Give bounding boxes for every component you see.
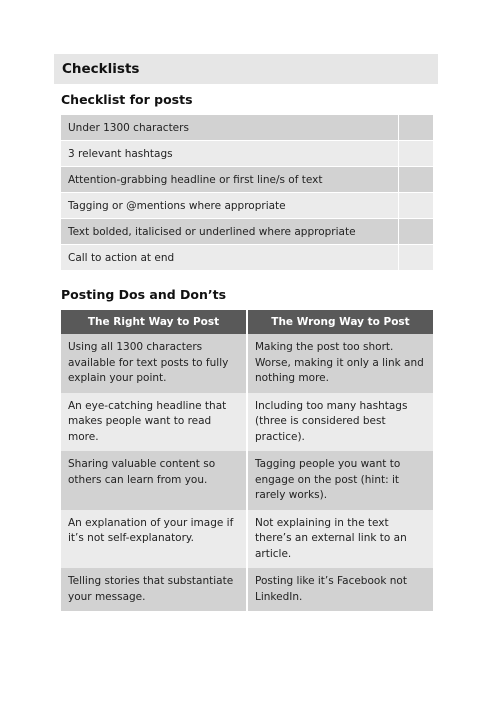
right-way-cell: An explanation of your image if it’s not self-explanatory. [61,510,247,569]
checklist-checkbox-cell[interactable] [398,167,433,193]
checklist-checkbox-cell[interactable] [398,245,433,271]
checklist-checkbox-cell[interactable] [398,193,433,219]
right-way-cell: Using all 1300 characters available for text posts to fully explain your point. [61,334,247,393]
right-way-cell: Sharing valuable content so others can learn from you. [61,451,247,510]
wrong-way-cell: Posting like it’s Facebook not LinkedIn. [247,568,433,611]
section-header-checklists: Checklists [54,54,438,84]
checklist-item-text: 3 relevant hashtags [61,141,398,167]
dos-donts-table [61,310,433,611]
table-row [61,451,433,510]
checklist-table [61,115,433,271]
table-row [61,393,433,452]
checklist-item-text: Attention-grabbing headline or first line/s of text [61,167,398,193]
dos-donts-title: Posting Dos and Don’ts [61,287,227,302]
table-header-row [61,310,433,334]
wrong-way-cell: Making the post too short. Worse, making it only a link and nothing more. [247,334,433,393]
checklist-checkbox-cell[interactable] [398,219,433,245]
checklist-checkbox-cell[interactable] [398,141,433,167]
checklist-item-text: Tagging or @mentions where appropriate [61,193,398,219]
checklist-row [61,141,433,167]
checklist-item-text: Under 1300 characters [61,115,398,141]
wrong-way-cell: Not explaining in the text there’s an external link to an article. [247,510,433,569]
checklist-row [61,115,433,141]
checklist-item-text: Call to action at end [61,245,398,271]
checklist-title: Checklist for posts [61,92,193,107]
header-wrong-way: The Wrong Way to Post [247,310,433,334]
wrong-way-cell: Tagging people you want to engage on the post (hint: it rarely works). [247,451,433,510]
right-way-cell: An eye-catching headline that makes people want to read more. [61,393,247,452]
wrong-way-cell: Including too many hashtags (three is considered best practice). [247,393,433,452]
checklist-item-text: Text bolded, italicised or underlined where appropriate [61,219,398,245]
checklist-row [61,219,433,245]
checklist-checkbox-cell[interactable] [398,115,433,141]
checklist-row [61,167,433,193]
checklist-row [61,193,433,219]
table-row [61,510,433,569]
table-row [61,568,433,611]
header-right-way: The Right Way to Post [61,310,247,334]
table-row [61,334,433,393]
checklist-row [61,245,433,271]
right-way-cell: Telling stories that substantiate your message. [61,568,247,611]
